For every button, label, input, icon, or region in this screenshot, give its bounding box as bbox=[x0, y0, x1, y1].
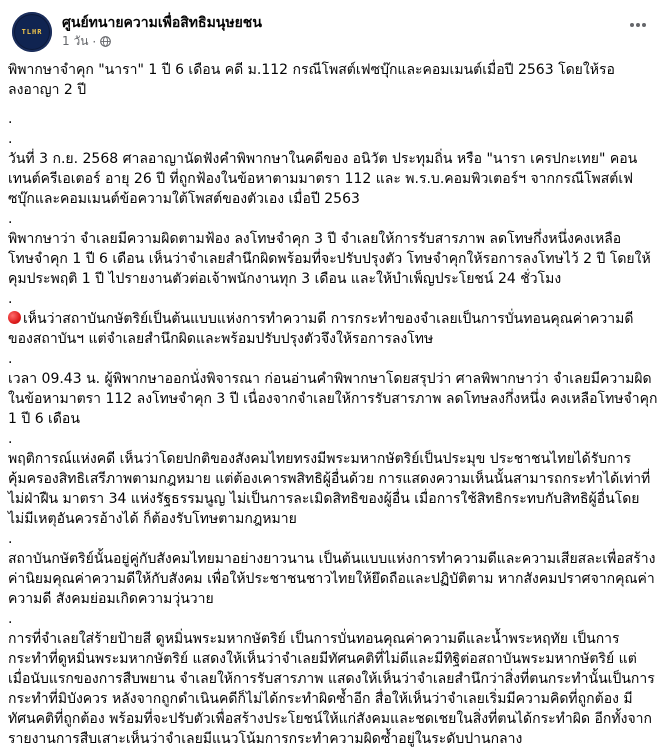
paragraph-defendant-conduct: การที่จำเลยใส่ร้ายป้ายสี ดูหมิ่นพระมหากษัตริย์ เป็นการบั่นทอนคุณค่าความดีและน้ำพระหฤทัย เป็นการกระทำที่ดูหมิ่นพระมหากษัตริย์ แสดงให้เห็นว่าจำเลยมีทัศนคติที่ไม่ดีและมีทิฐิต่อสถาบันพระมหากษัตริย์ แต่เมื่อนับแรกของการสืบพยาน จำเลยให้การรับสารภาพ แสดงให้เห็นว่าจำเลยสำนึกว่าสิ่งที่ตนกระทำนั้นเป็นการกระทำที่มิบังควร หลังจากถูกดำเนินคดีก็ไม่ได้กระทำผิดซ้ำอีก สื่อให้เห็นว่าจำเลยเริ่มมีความคิดที่ถูกต้อง มีทัศนคติที่ถูกต้อง พร้อมที่จะปรับตัวเพื่อสร้างประโยชน์ให้แก่สังคมและชดเชยในสิ่งที่ตนได้กระทำผิด อีกทั้งจากรายงานการสืบเสาะเห็นว่าจำเลยมีแนวโน้มการกระทำความผิดซ้ำอยู่ในระดับปานกลาง bbox=[8, 631, 655, 747]
separator-dot: . bbox=[8, 351, 13, 367]
red-circle-emoji bbox=[8, 311, 21, 324]
avatar-logo-text: TLHR bbox=[21, 28, 43, 36]
globe-icon[interactable] bbox=[100, 36, 111, 47]
post-timestamp[interactable]: 1 วัน bbox=[62, 34, 89, 48]
paragraph-reason-text: เห็นว่าสถาบันกษัตริย์เป็นต้นแบบแห่งการทำความดี การกระทำของจำเลยเป็นการบั่นทอนคุณค่าความดีของสถาบันฯ แต่จำเลยสำนึกผิดและพร้อมปรับปรุงตัวจึงให้รอการลงโทษ bbox=[8, 311, 634, 347]
avatar-logo bbox=[15, 15, 49, 49]
post-body bbox=[8, 60, 662, 749]
separator-dot: . bbox=[8, 291, 13, 307]
paragraph-hearing-date: วันที่ 3 ก.ย. 2568 ศาลอาญานัดฟังคำพิพากษาในคดีของ อนิวัต ประทุมถิ่น หรือ "นารา เครปกะเทย" คอนเทนต์ครีเอเตอร์ อายุ 26 ปี ที่ถูกฟ้องในข้อหาตามมาตรา 112 และ พ.ร.บ.คอมพิวเตอร์ฯ จากกรณีโพสต์เฟซบุ๊กและคอมเมนต์ข้อความใต้โพสต์ของตัวเอง เมื่อปี 2563 bbox=[8, 151, 638, 207]
separator-dot: . bbox=[8, 111, 13, 127]
separator-dot: . bbox=[8, 611, 13, 627]
post-meta bbox=[62, 32, 111, 51]
more-options-icon[interactable] bbox=[627, 14, 649, 36]
avatar[interactable] bbox=[12, 12, 52, 52]
paragraph-verdict: พิพากษาว่า จำเลยมีความผิดตามฟ้อง ลงโทษจำคุก 3 ปี จำเลยให้การรับสารภาพ ลดโทษกึ่งหนึ่งคงเหลือโทษจำคุก 1 ปี 6 เดือน เห็นว่าจำเลยสำนึกผิดพร้อมที่จะปรับปรุงตัว โทษจำคุกให้รอการลงโทษไว้ 2 ปี โดยให้คุมประพฤติ 1 ปี ไปรายงานตัวต่อเจ้าพนักงานทุก 3 เดือน และให้บำเพ็ญประโยชน์ 24 ชั่วโมง bbox=[8, 231, 651, 287]
post-headline: พิพากษาจำคุก "นารา" 1 ปี 6 เดือน คดี ม.112 กรณีโพสต์เฟซบุ๊กและคอมเมนต์เมื่อปี 2563 โดยให้รอลงอาญา 2 ปี bbox=[8, 62, 615, 98]
paragraph-circumstances: พฤติการณ์แห่งคดี เห็นว่าโดยปกติของสังคมไทยทรงมีพระมหากษัตริย์เป็นประมุข ประชาชนไทยได้รับการคุ้มครองสิทธิเสรีภาพตามกฎหมาย แต่ต้องเคารพสิทธิผู้อื่นด้วย การแสดงความเห็นนั้นสามารถกระทำได้เท่าที่ไม่ฝ่าฝืน มาตรา 34 แห่งรัฐธรรมนูญ ไม่เป็นการละเมิดสิทธิของผู้อื่น เมื่อการใช้สิทธิกระทบกับสิทธิผู้อื่นโดยไม่มีเหตุอันควรอ้างได้ ก็ต้องรับโทษตามกฎหมาย bbox=[8, 451, 651, 527]
separator-dot: . bbox=[8, 131, 13, 147]
paragraph-reason bbox=[8, 309, 658, 349]
page-name-link[interactable]: ศูนย์ทนายความเพื่อสิทธิมนุษยชน bbox=[62, 15, 262, 31]
post-header bbox=[0, 0, 667, 54]
paragraph-institution: สถาบันกษัตริย์นั้นอยู่คู่กับสังคมไทยมาอย่างยาวนาน เป็นต้นแบบแห่งการทำความดีและความเสียสละเพื่อสร้างค่านิยมคุณค่าความดีให้กับสังคม เพื่อให้ประชาชนชาวไทยให้ยึดถือและปฏิบัติตาม หากสังคมปราศจากคุณค่าความดี สังคมย่อมเกิดความวุ่นวาย bbox=[8, 551, 656, 607]
meta-separator: · bbox=[92, 34, 97, 49]
paragraph-court-session: เวลา 09.43 น. ผู้พิพากษาออกนั่งพิจารณา ก่อนอ่านคำพิพากษาโดยสรุปว่า ศาลพิพากษาว่า จำเลยมีความผิดในข้อหามาตรา 112 ลงโทษจำคุก 3 ปี เนื่องจากจำเลยให้การรับสารภาพ ลดโทษลงกึ่งหนึ่ง คงเหลือโทษจำคุก 1 ปี 6 เดือน bbox=[8, 371, 662, 427]
separator-dot: . bbox=[8, 531, 13, 547]
separator-dot: . bbox=[8, 211, 13, 227]
separator-dot: . bbox=[8, 431, 13, 447]
